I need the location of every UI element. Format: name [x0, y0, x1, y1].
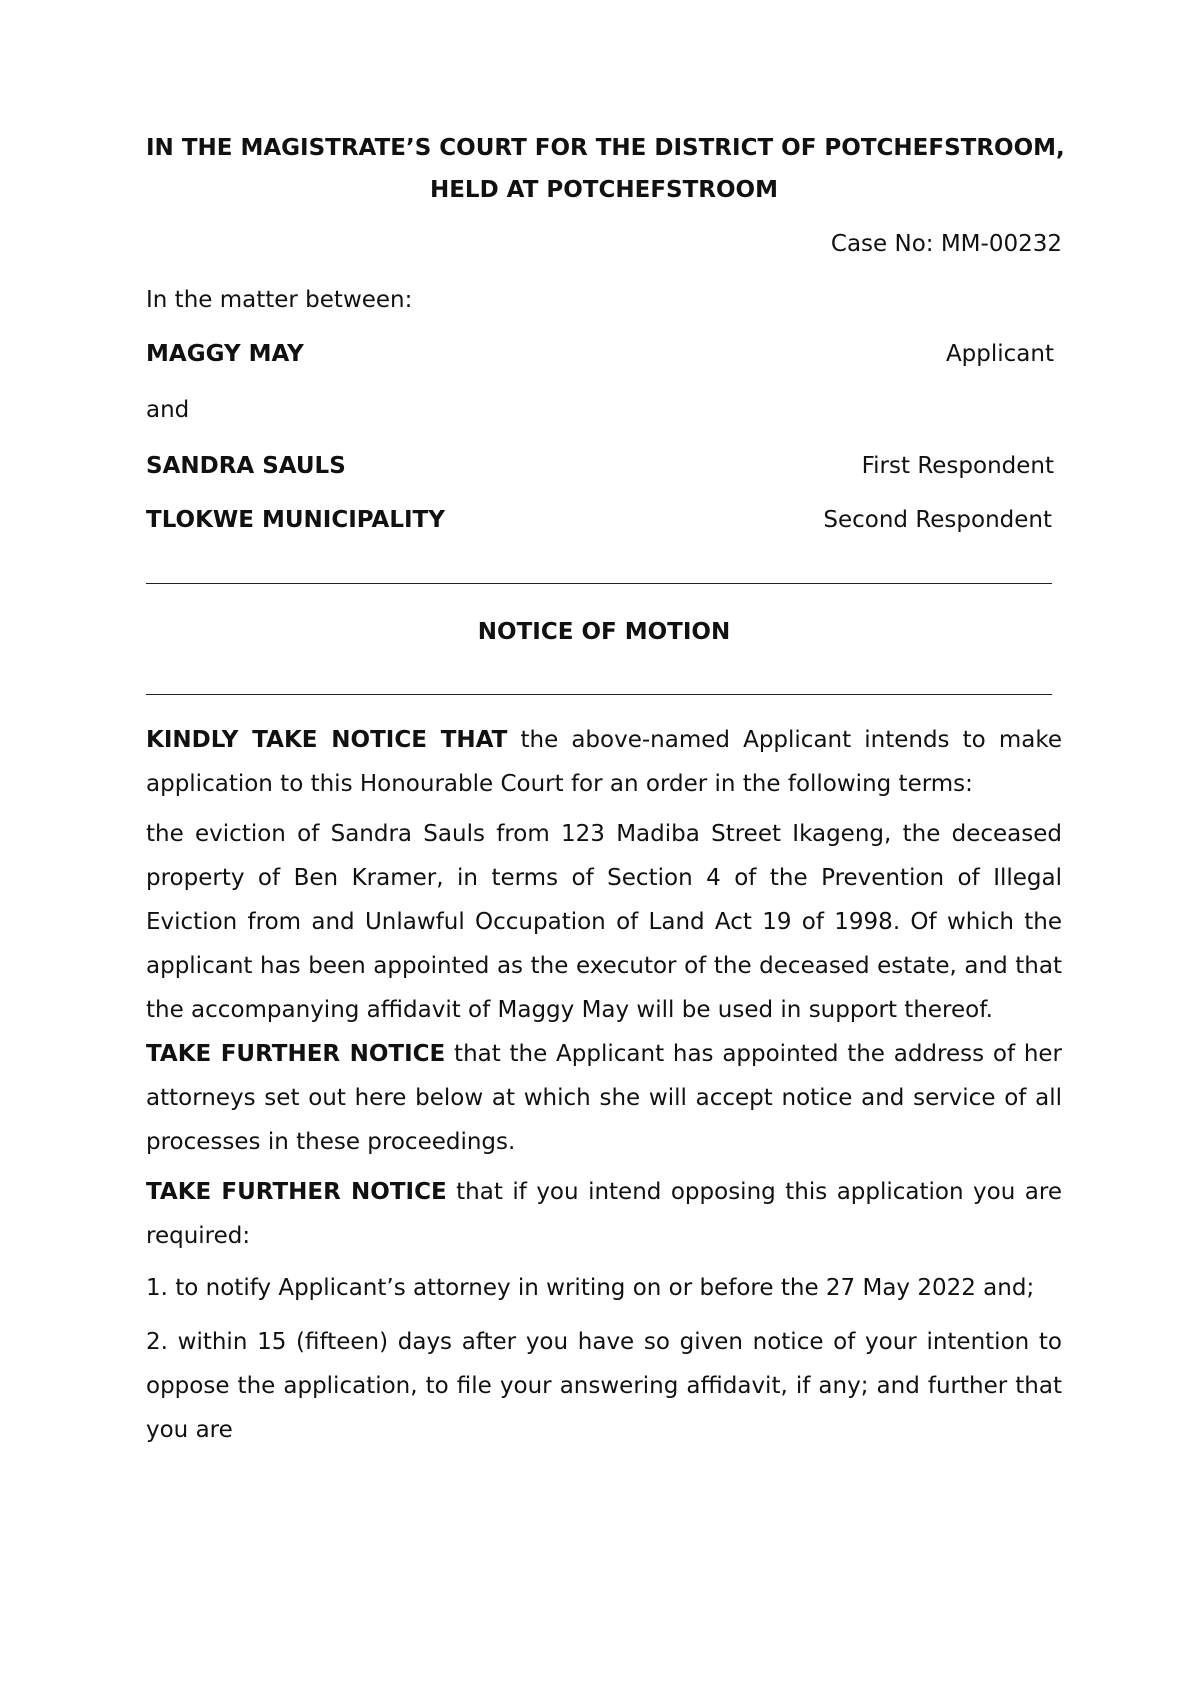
- document-title: NOTICE OF MOTION: [477, 619, 731, 645]
- paragraph-further-notice-address: [146, 1032, 1062, 1164]
- paragraph-lead: KINDLY TAKE NOTICE THAT: [146, 727, 508, 753]
- paragraph-eviction-order: the eviction of Sandra Sauls from 123 Madiba Street Ikageng, the deceased property of Ben Kramer, in terms of Section 4 of the Prevention of Illegal Eviction from and Unlawful Occupation of Land Act 19 of 1998. Of which the applicant has been appointed as the executor of the deceased estate, and that the accompanying affidavit of Maggy May will be used in support thereof.: [146, 821, 1062, 1023]
- paragraph-lead: TAKE FURTHER NOTICE: [146, 1041, 446, 1067]
- divider-bottom: [146, 694, 1052, 695]
- list-item-answering-affidavit: 2. within 15 (fifteen) days after you have so given notice of your intention to oppose the application, to file your answering affidavit, if any; and further that you are: [146, 1329, 1062, 1443]
- paragraph-kindly-take-notice: [146, 718, 1062, 806]
- second-respondent-role: Second Respondent: [823, 507, 1052, 533]
- court-heading-line1: IN THE MAGISTRATE’S COURT FOR THE DISTRICT OF POTCHEFSTROOM,: [146, 135, 1065, 161]
- paragraph-text: the above-named Applicant intends to make application to this Honourable Court for an order in the following terms:: [146, 727, 1062, 797]
- first-respondent-row: [146, 450, 1062, 482]
- applicant-row: [146, 338, 1062, 370]
- paragraph-text: that the Applicant has appointed the address of her attorneys set out here below at which she will accept notice and service of all processes in these proceedings.: [146, 1041, 1062, 1155]
- matter-between-label: In the matter between:: [146, 287, 413, 313]
- case-number: Case No: MM-00232: [830, 231, 1062, 257]
- document-page: [146, 0, 1065, 1696]
- list-item-notify-attorney: 1. to notify Applicant’s attorney in writing on or before the 27 May 2022 and;: [146, 1275, 1035, 1301]
- second-respondent-name: TLOKWE MUNICIPALITY: [146, 507, 445, 533]
- paragraph-further-notice-opposing: [146, 1170, 1062, 1258]
- divider-top: [146, 583, 1052, 584]
- court-heading-line2: HELD AT POTCHEFSTROOM: [429, 177, 779, 203]
- first-respondent-name: SANDRA SAULS: [146, 453, 346, 479]
- applicant-name: MAGGY MAY: [146, 341, 304, 367]
- first-respondent-role: First Respondent: [861, 453, 1054, 479]
- and-label: and: [146, 397, 190, 423]
- paragraph-lead: TAKE FURTHER NOTICE: [146, 1179, 447, 1205]
- second-respondent-row: [146, 504, 1062, 536]
- applicant-role: Applicant: [945, 341, 1054, 367]
- paragraph-text: that if you intend opposing this application you are required:: [146, 1179, 1062, 1249]
